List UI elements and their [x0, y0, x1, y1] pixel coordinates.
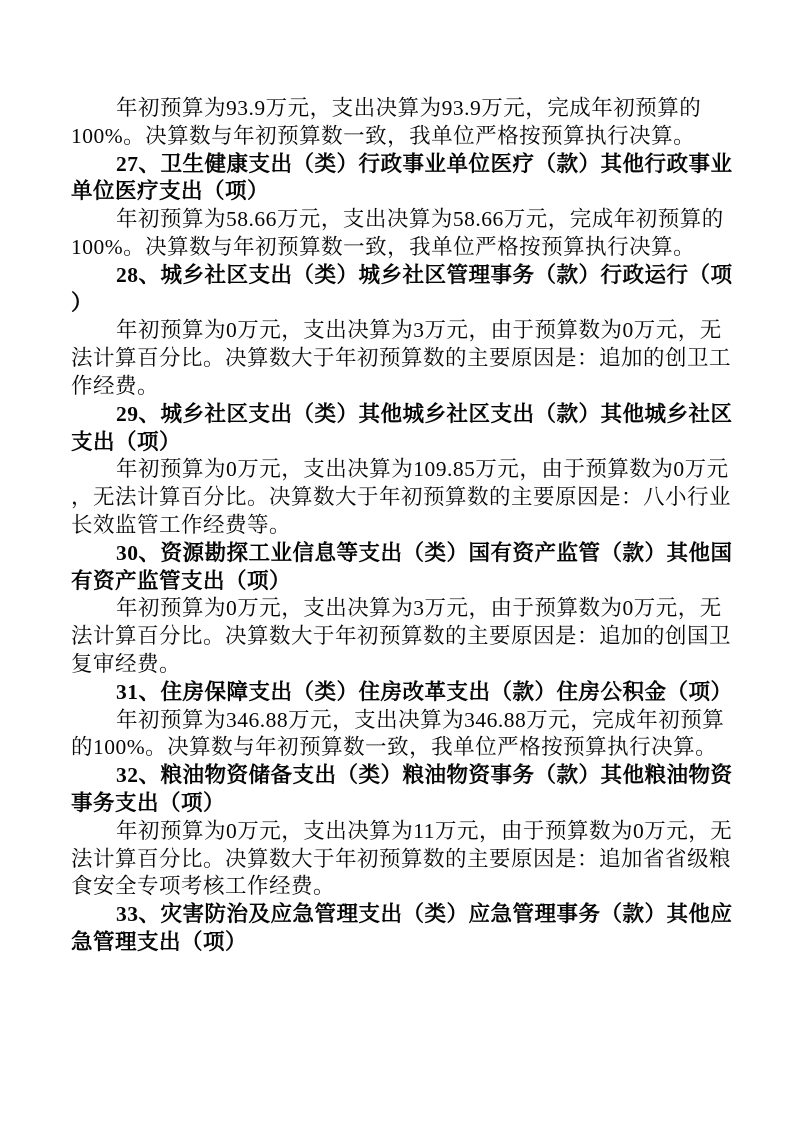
paragraph-line: 100%。决算数与年初预算数一致，我单位严格按预算执行决算。 — [71, 234, 696, 259]
section-heading-line: 27、卫生健康支出（类）行政事业单位医疗（款）其他行政事业 — [116, 151, 733, 176]
paragraph-line: 的100%。决算数与年初预算数一致，我单位严格按预算执行决算。 — [71, 735, 718, 760]
paragraph-line: 年初预算为58.66万元，支出决算为58.66万元，完成年初预算的 — [116, 207, 724, 232]
section-heading-line: 有资产监管支出（项） — [71, 568, 292, 593]
section-heading-line: 28、城乡社区支出（类）城乡社区管理事务（款）行政运行（项 — [116, 262, 733, 287]
document-lines — [71, 95, 733, 957]
section-heading-line: 急管理支出（项） — [71, 929, 248, 954]
paragraph-line: 年初预算为0万元，支出决算为3万元，由于预算数为0万元，无 — [116, 318, 722, 343]
section-heading-line: 单位医疗支出（项） — [71, 179, 270, 204]
section-heading-line: 事务支出（项） — [71, 790, 226, 815]
section-heading-line: ） — [71, 290, 94, 315]
section-heading-line: 29、城乡社区支出（类）其他城乡社区支出（款）其他城乡社区 — [116, 401, 733, 426]
paragraph-line: 食安全专项考核工作经费。 — [71, 874, 336, 899]
paragraph-line: 年初预算为93.9万元，支出决算为93.9万元，完成年初预算的 — [116, 96, 702, 120]
section-heading-line: 32、粮油物资储备支出（类）粮油物资事务（款）其他粮油物资 — [116, 763, 733, 788]
paragraph-line: 法计算百分比。决算数大于年初预算数的主要原因是：追加省省级粮 — [71, 846, 732, 871]
paragraph-line: 年初预算为0万元，支出决算为3万元，由于预算数为0万元，无 — [116, 596, 722, 621]
paragraph-line: 年初预算为0万元，支出决算为11万元，由于预算数为0万元，无 — [116, 818, 733, 843]
paragraph-line: 100%。决算数与年初预算数一致，我单位严格按预算执行决算。 — [71, 123, 696, 148]
paragraph-line: 复审经费。 — [71, 651, 182, 676]
section-heading-line: 33、灾害防治及应急管理支出（类）应急管理事务（款）其他应 — [116, 902, 733, 927]
section-heading-line: 31、住房保障支出（类）住房改革支出（款）住房公积金（项） — [116, 679, 733, 704]
paragraph-line: 年初预算为0万元，支出决算为109.85万元，由于预算数为0万元 — [116, 457, 729, 482]
paragraph-line: 年初预算为346.88万元，支出决算为346.88万元，完成年初预算 — [116, 707, 725, 732]
section-heading-line: 30、资源勘探工业信息等支出（类）国有资产监管（款）其他国 — [116, 540, 733, 565]
paragraph-line: 长效监管工作经费等。 — [71, 512, 292, 537]
paragraph-line: 法计算百分比。决算数大于年初预算数的主要原因是：追加的创国卫 — [71, 624, 732, 649]
paragraph-line: 作经费。 — [71, 373, 160, 398]
paragraph-line: ，无法计算百分比。决算数大于年初预算数的主要原因是：八小行业 — [71, 485, 732, 510]
section-heading-line: 支出（项） — [71, 429, 182, 454]
paragraph-line: 法计算百分比。决算数大于年初预算数的主要原因是：追加的创卫工 — [71, 346, 732, 371]
